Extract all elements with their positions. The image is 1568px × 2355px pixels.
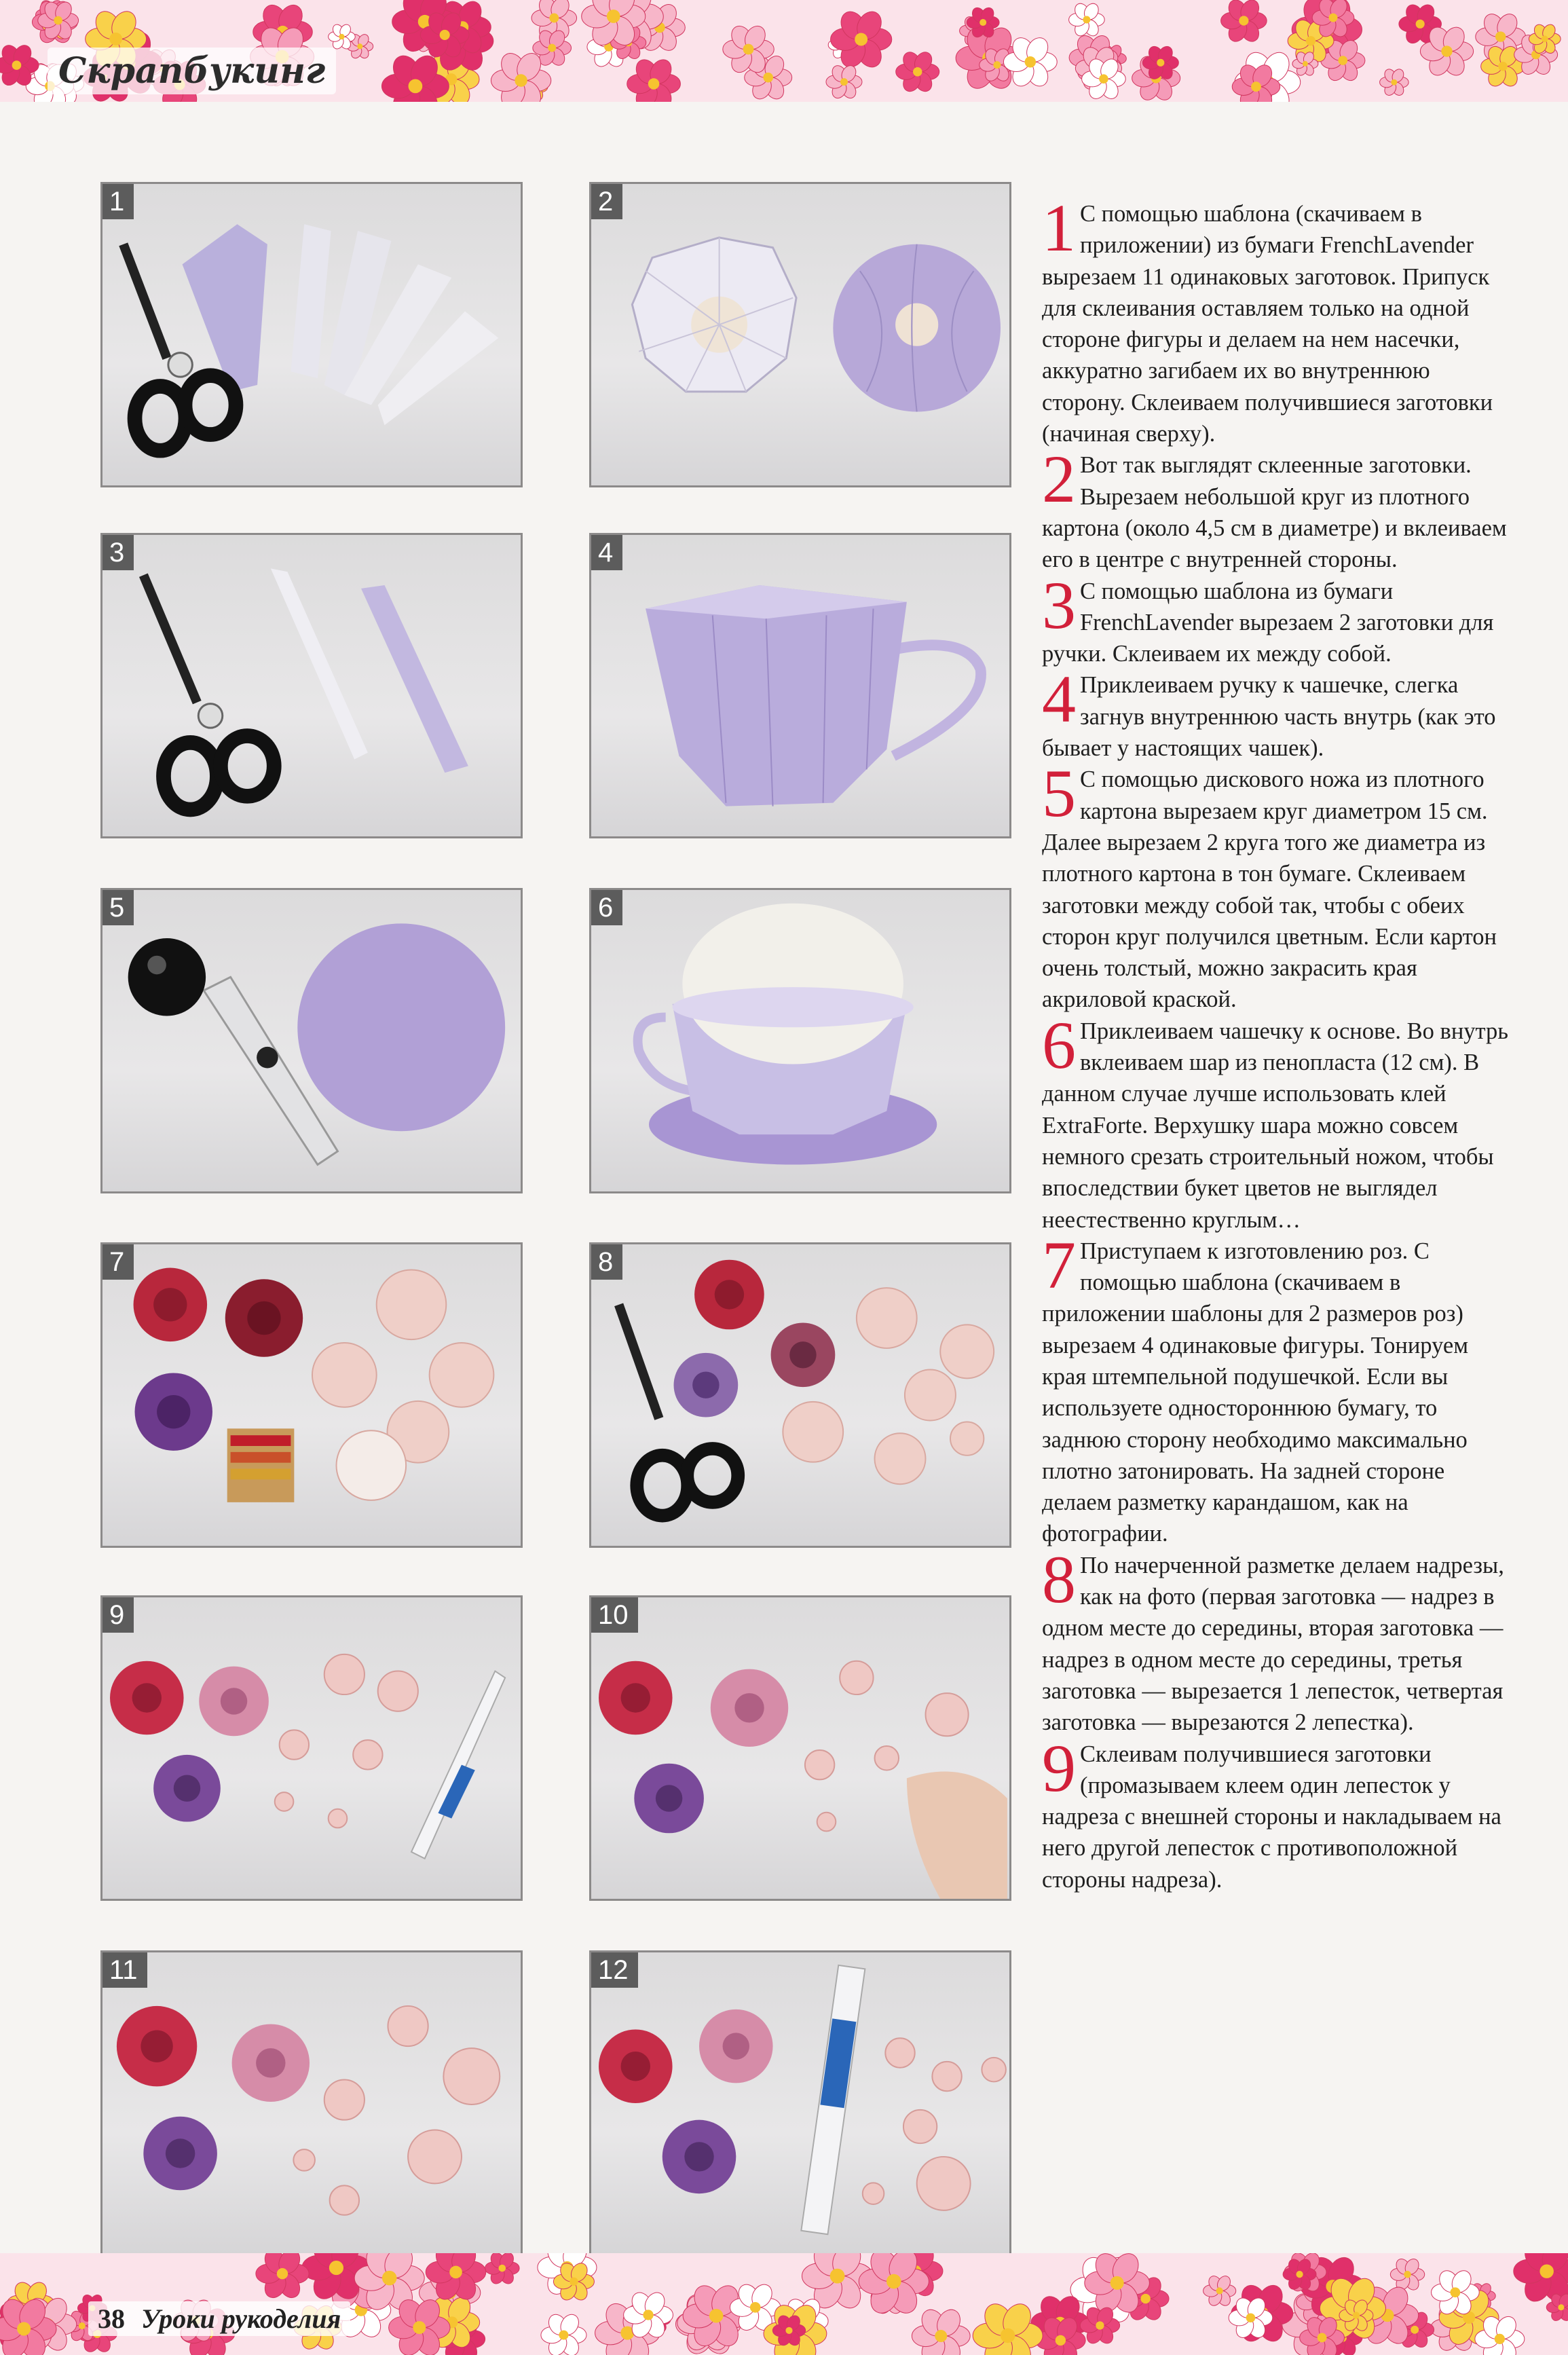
photo-number: 6 bbox=[591, 890, 622, 925]
step-number: 1 bbox=[1042, 190, 1076, 265]
step-text: Склеивам получившиеся заготовки (промазываем клеем один лепесток у надреза с внешней стороны и накладываем на него другой лепесток с противоположной стороны надреза). bbox=[1042, 1741, 1501, 1893]
photo-step-3 bbox=[100, 533, 523, 838]
step-number: 9 bbox=[1042, 1730, 1076, 1806]
photo-number: 7 bbox=[102, 1244, 134, 1280]
step-number: 3 bbox=[1042, 567, 1076, 643]
step-7 bbox=[1042, 1227, 1510, 1550]
photo-number: 2 bbox=[591, 184, 622, 219]
photo-step-8 bbox=[589, 1242, 1011, 1548]
step-text: С помощью шаблона из бумаги FrenchLavender вырезаем 2 заготовки для ручки. Склеиваем их между собой. bbox=[1042, 578, 1494, 667]
page-number: 38 bbox=[98, 2303, 125, 2334]
photo-number: 4 bbox=[591, 535, 622, 570]
photo-number: 12 bbox=[591, 1952, 638, 1988]
photo-step-2 bbox=[589, 182, 1011, 487]
step-3 bbox=[1042, 567, 1510, 670]
photo-step-12 bbox=[589, 1950, 1011, 2256]
step-number: 6 bbox=[1042, 1007, 1076, 1083]
step-8 bbox=[1042, 1541, 1510, 1739]
photo-step-4 bbox=[589, 533, 1011, 838]
photo-step-5 bbox=[100, 888, 523, 1193]
step-text: Приклеиваем ручку к чашечке, слегка загнув внутреннюю часть внутрь (как это бывает у настоящих чашек). bbox=[1042, 672, 1496, 762]
photo-number: 11 bbox=[102, 1952, 147, 1988]
step-9 bbox=[1042, 1730, 1510, 1895]
section-title: Скрапбукинг bbox=[48, 48, 336, 94]
step-number: 5 bbox=[1042, 756, 1076, 832]
page-footer bbox=[88, 2301, 350, 2336]
step-text: С помощью дискового ножа из плотного картона вырезаем круг диаметром 15 см. Далее вырезаем 2 круга того же диаметра из плотного картона в тон бумаге. Склеиваем заготовки между собой так, чтобы с обеих сторон круг получился цветным. Если картон очень толстый, можно закрасить края акриловой краской. bbox=[1042, 766, 1497, 1013]
step-number: 2 bbox=[1042, 441, 1076, 517]
step-text: С помощью шаблона (скачиваем в приложении) из бумаги FrenchLavender вырезаем 11 одинаковых заготовок. Припуск для склеивания оставляем только на одной стороне фигуры и делаем на нем насечки, аккуратно загибаем их во внутреннюю сторону. Склеиваем получившиеся заготовки (начиная сверху). bbox=[1042, 201, 1493, 447]
step-5 bbox=[1042, 756, 1510, 1015]
photo-number: 8 bbox=[591, 1244, 622, 1280]
step-2 bbox=[1042, 441, 1510, 575]
photo-number: 3 bbox=[102, 535, 134, 570]
photo-step-10 bbox=[589, 1595, 1011, 1901]
step-text: Приклеиваем чашечку к основе. Во внутрь вклеиваем шар из пенопласта (12 см). В данном случае лучше использовать клей ExtraForte. Верхушку шара можно совсем немного срезать строительный ножом, чтобы впоследствии букет цветов не выглядел неестественно круглым… bbox=[1042, 1018, 1509, 1233]
step-1 bbox=[1042, 190, 1510, 449]
step-text: Приступаем к изготовлению роз. С помощью шаблона (скачиваем в приложении шаблоны для 2 размеров роз) вырезаем 4 одинаковые фигуры. Тонируем края штемпельной подушечкой. Если вы используете одностороннюю бумагу, то заднюю сторону необходимо максимально плотно затонировать. На задней стороне делаем разметку карандашом, как на фотографии. bbox=[1042, 1238, 1469, 1547]
photo-step-7 bbox=[100, 1242, 523, 1548]
step-text: По начерченной разметке делаем надрезы, как на фото (первая заготовка — надрез в одном месте до середины, вторая заготовка — надрез в одном месте до середины, третья заготовка — вырезается 1 лепесток, четвертая заготовка — вырезаются 2 лепестка). bbox=[1042, 1552, 1504, 1736]
step-number: 4 bbox=[1042, 661, 1076, 737]
photo-number: 1 bbox=[102, 184, 134, 219]
photo-number: 10 bbox=[591, 1597, 638, 1633]
step-4 bbox=[1042, 661, 1510, 764]
photo-step-11 bbox=[100, 1950, 523, 2256]
photo-number: 9 bbox=[102, 1597, 134, 1633]
magazine-name: Уроки рукоделия bbox=[141, 2303, 341, 2334]
step-text: Вот так выглядят склеенные заготовки. Вырезаем небольшой круг из плотного картона (около 4,5 см в диаметре) и вклеиваем его в центре с внутренней стороны. bbox=[1042, 452, 1507, 573]
photo-step-9 bbox=[100, 1595, 523, 1901]
photo-step-6 bbox=[589, 888, 1011, 1193]
photo-number: 5 bbox=[102, 890, 134, 925]
step-number: 7 bbox=[1042, 1227, 1076, 1303]
step-number: 8 bbox=[1042, 1541, 1076, 1617]
instructions-column bbox=[1042, 190, 1510, 1895]
step-6 bbox=[1042, 1007, 1510, 1236]
photo-step-1 bbox=[100, 182, 523, 487]
